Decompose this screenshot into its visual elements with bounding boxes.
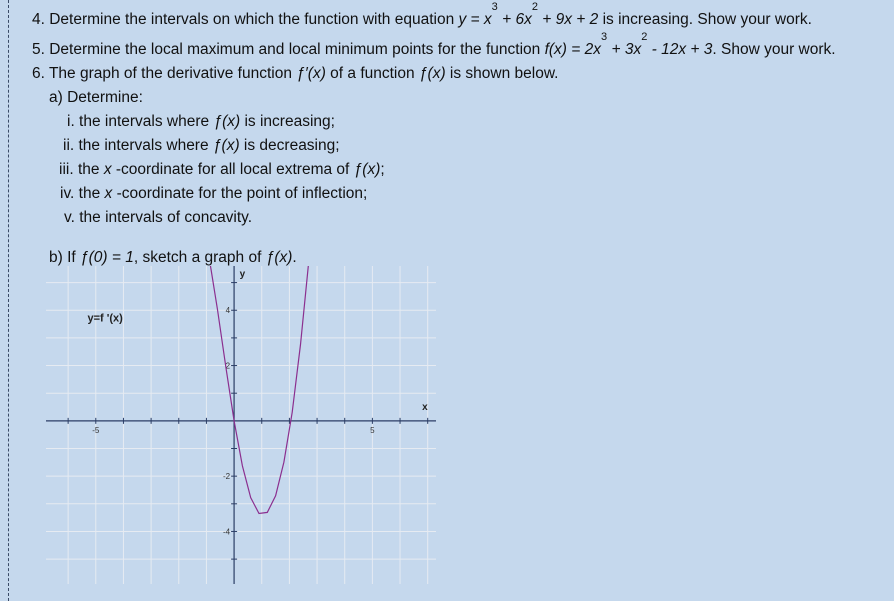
q6-text: is shown below. xyxy=(445,65,559,82)
question-4 xyxy=(32,1,812,29)
part-b-condition: ƒ(0) = 1 xyxy=(80,249,134,266)
y-axis-label: y xyxy=(239,269,246,280)
q5-exp: 2 xyxy=(641,31,648,43)
q6-text: 6. The graph of the derivative function xyxy=(32,65,297,82)
x-tick-label: -5 xyxy=(92,425,100,435)
part-b-text: b) If xyxy=(49,249,81,266)
item-text: is increasing; xyxy=(240,113,335,130)
y-tick-label: 2 xyxy=(225,361,231,371)
part-b xyxy=(49,249,297,267)
y-tick-label: 4 xyxy=(225,306,231,316)
item-v: v. the intervals of concavity. xyxy=(64,209,253,226)
q4-eq: y = x xyxy=(458,11,492,28)
q4-text: 4. Determine the intervals on which the function with equation xyxy=(32,11,459,28)
item-text: i. the intervals where xyxy=(67,113,214,130)
part-a-label: a) Determine: xyxy=(49,89,143,106)
q5-eq: - 12x + 3 xyxy=(647,41,713,58)
item-text: ii. the intervals where xyxy=(63,137,213,154)
y-tick-label: -4 xyxy=(222,527,231,537)
q5-eq: f(x) xyxy=(544,41,567,58)
q4-text: is increasing. Show your work. xyxy=(598,11,812,28)
item-text: iii. the xyxy=(59,161,104,178)
item-x: x xyxy=(103,161,112,178)
curve-label: y=f '(x) xyxy=(87,312,123,325)
item-f: ƒ(x) xyxy=(213,113,241,130)
q4-exp: 2 xyxy=(531,1,538,13)
q4-exp: 3 xyxy=(491,1,498,13)
item-ii xyxy=(63,137,340,155)
q5-text: . Show your work. xyxy=(712,41,836,58)
q5-eq: + 3x xyxy=(607,41,642,58)
q4-eq: + 6x xyxy=(497,11,532,28)
item-x: x xyxy=(104,185,113,202)
left-border xyxy=(8,0,9,601)
item-text: -coordinate for all local extrema of xyxy=(111,161,354,178)
item-f: ƒ(x) xyxy=(212,137,240,154)
item-iii xyxy=(59,161,385,179)
item-text: ; xyxy=(380,161,385,178)
x-axis-label: x xyxy=(422,401,428,413)
q6-text: of a function xyxy=(325,65,419,82)
part-b-text: . xyxy=(292,249,297,266)
y-tick-label: -2 xyxy=(222,472,231,482)
x-tick-label: 5 xyxy=(370,425,375,435)
q6-fprime: ƒ′(x) xyxy=(296,65,326,82)
part-b-f: ƒ(x) xyxy=(265,249,293,266)
q4-eq: + 9x + 2 xyxy=(537,11,599,28)
item-i xyxy=(67,113,335,131)
item-text: iv. the xyxy=(60,185,105,202)
item-iv xyxy=(60,185,367,203)
q6-f: ƒ(x) xyxy=(418,65,446,82)
derivative-graph xyxy=(46,266,436,584)
part-b-text: , sketch a graph of xyxy=(133,249,266,266)
item-text: -coordinate for the point of inflection; xyxy=(112,185,368,202)
item-f: ƒ(x) xyxy=(353,161,381,178)
q5-eq: = 2x xyxy=(566,41,602,58)
question-6 xyxy=(32,65,559,83)
question-5 xyxy=(32,31,836,59)
item-text: is decreasing; xyxy=(239,137,340,154)
q5-exp: 3 xyxy=(601,31,608,43)
q5-text: 5. Determine the local maximum and local minimum points for the function xyxy=(32,41,545,58)
